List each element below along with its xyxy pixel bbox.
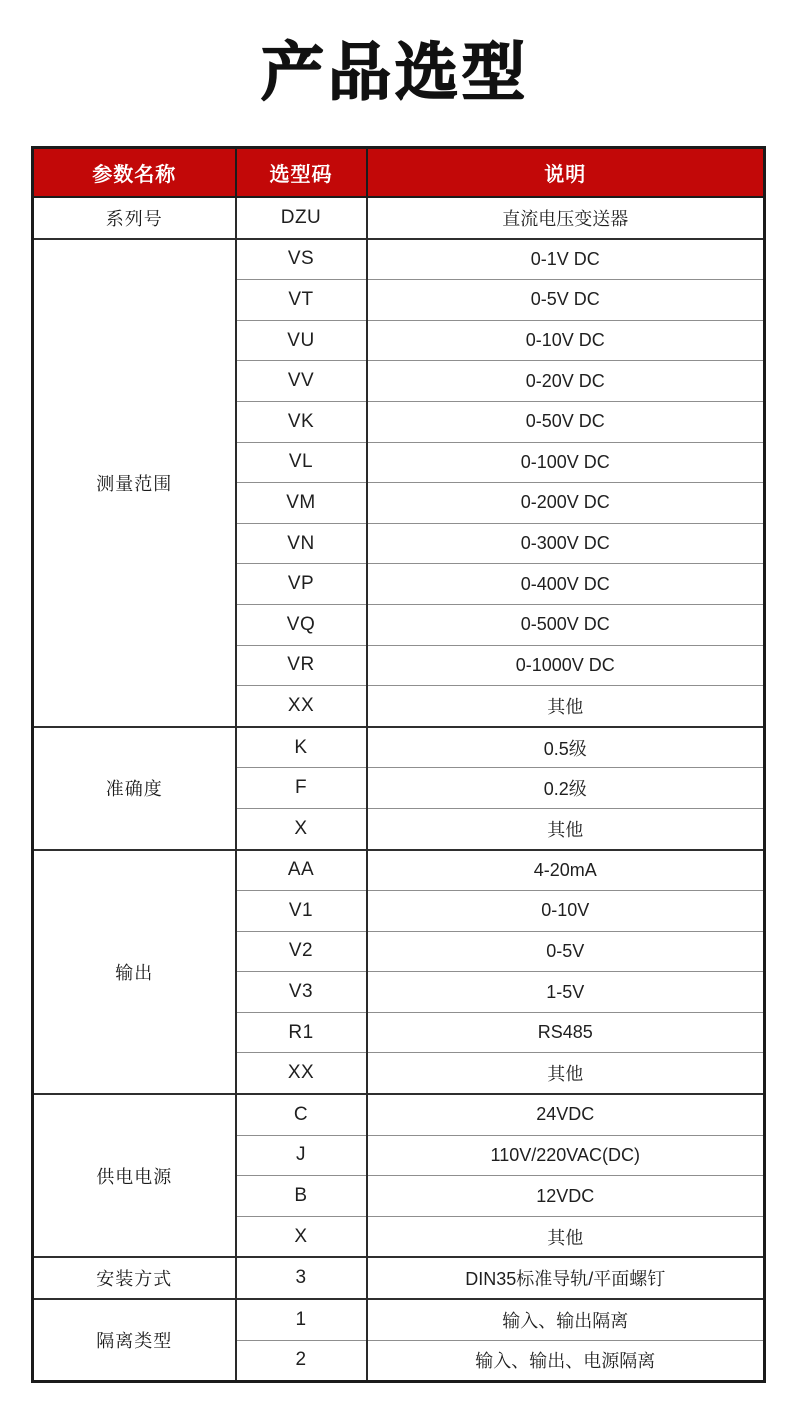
code-cell: VN	[236, 523, 367, 564]
table-row	[33, 1257, 765, 1299]
description-cell: 0-20V DC	[367, 361, 765, 402]
code-cell: V1	[236, 891, 367, 932]
code-cell: AA	[236, 850, 367, 891]
code-cell: 1	[236, 1299, 367, 1340]
header-cell-description: 说明	[367, 148, 765, 198]
parameter-name-cell: 测量范围	[33, 239, 236, 727]
description-cell: 输入、输出、电源隔离	[367, 1340, 765, 1382]
code-cell: R1	[236, 1012, 367, 1053]
description-cell: 0-1V DC	[367, 239, 765, 280]
parameter-name-cell: 准确度	[33, 727, 236, 850]
description-cell: RS485	[367, 1012, 765, 1053]
code-cell: VQ	[236, 604, 367, 645]
code-cell: V3	[236, 972, 367, 1013]
code-cell: VU	[236, 320, 367, 361]
code-cell: VL	[236, 442, 367, 483]
code-cell: VS	[236, 239, 367, 280]
description-cell: 0-5V	[367, 931, 765, 972]
code-cell: V2	[236, 931, 367, 972]
description-cell: 0-200V DC	[367, 483, 765, 524]
description-cell: 其他	[367, 1216, 765, 1257]
code-cell: X	[236, 808, 367, 849]
product-selection-table	[31, 146, 766, 1383]
table-row	[33, 1299, 765, 1340]
description-cell: 输入、输出隔离	[367, 1299, 765, 1340]
description-cell: 0-500V DC	[367, 604, 765, 645]
description-cell: 0-100V DC	[367, 442, 765, 483]
description-cell: 4-20mA	[367, 850, 765, 891]
code-cell: C	[236, 1094, 367, 1135]
code-cell: X	[236, 1216, 367, 1257]
code-cell: VV	[236, 361, 367, 402]
description-cell: 0-400V DC	[367, 564, 765, 605]
description-cell: 1-5V	[367, 972, 765, 1013]
description-cell: 0.5级	[367, 727, 765, 768]
code-cell: VT	[236, 280, 367, 321]
description-cell: 0-5V DC	[367, 280, 765, 321]
description-cell: 0-1000V DC	[367, 645, 765, 686]
parameter-name-cell: 隔离类型	[33, 1299, 236, 1382]
parameter-name-cell: 系列号	[33, 197, 236, 239]
description-cell: 其他	[367, 686, 765, 727]
parameter-name-cell: 输出	[33, 850, 236, 1095]
code-cell: 2	[236, 1340, 367, 1382]
description-cell: 24VDC	[367, 1094, 765, 1135]
code-cell: VP	[236, 564, 367, 605]
page-title: 产品选型	[261, 38, 529, 108]
table-row	[33, 239, 765, 280]
table-row	[33, 197, 765, 239]
description-cell: 其他	[367, 1053, 765, 1094]
code-cell: J	[236, 1135, 367, 1176]
description-cell: 110V/220VAC(DC)	[367, 1135, 765, 1176]
description-cell: 直流电压变送器	[367, 197, 765, 239]
description-cell: 0-300V DC	[367, 523, 765, 564]
table-row	[33, 727, 765, 768]
code-cell: 3	[236, 1257, 367, 1299]
code-cell: DZU	[236, 197, 367, 239]
code-cell: XX	[236, 1053, 367, 1094]
code-cell: B	[236, 1176, 367, 1217]
header-cell-code: 选型码	[236, 148, 367, 198]
description-cell: DIN35标准导轨/平面螺钉	[367, 1257, 765, 1299]
parameter-name-cell: 安装方式	[33, 1257, 236, 1299]
header-cell-parameter: 参数名称	[33, 148, 236, 198]
description-cell: 12VDC	[367, 1176, 765, 1217]
code-cell: K	[236, 727, 367, 768]
code-cell: VR	[236, 645, 367, 686]
description-cell: 0-10V	[367, 891, 765, 932]
code-cell: VK	[236, 401, 367, 442]
code-cell: F	[236, 768, 367, 809]
table-row	[33, 1094, 765, 1135]
table-header-row	[33, 148, 765, 198]
description-cell: 0-10V DC	[367, 320, 765, 361]
table-body	[33, 197, 765, 1382]
table-row	[33, 850, 765, 891]
code-cell: XX	[236, 686, 367, 727]
code-cell: VM	[236, 483, 367, 524]
description-cell: 0-50V DC	[367, 401, 765, 442]
description-cell: 其他	[367, 808, 765, 849]
description-cell: 0.2级	[367, 768, 765, 809]
parameter-name-cell: 供电电源	[33, 1094, 236, 1257]
